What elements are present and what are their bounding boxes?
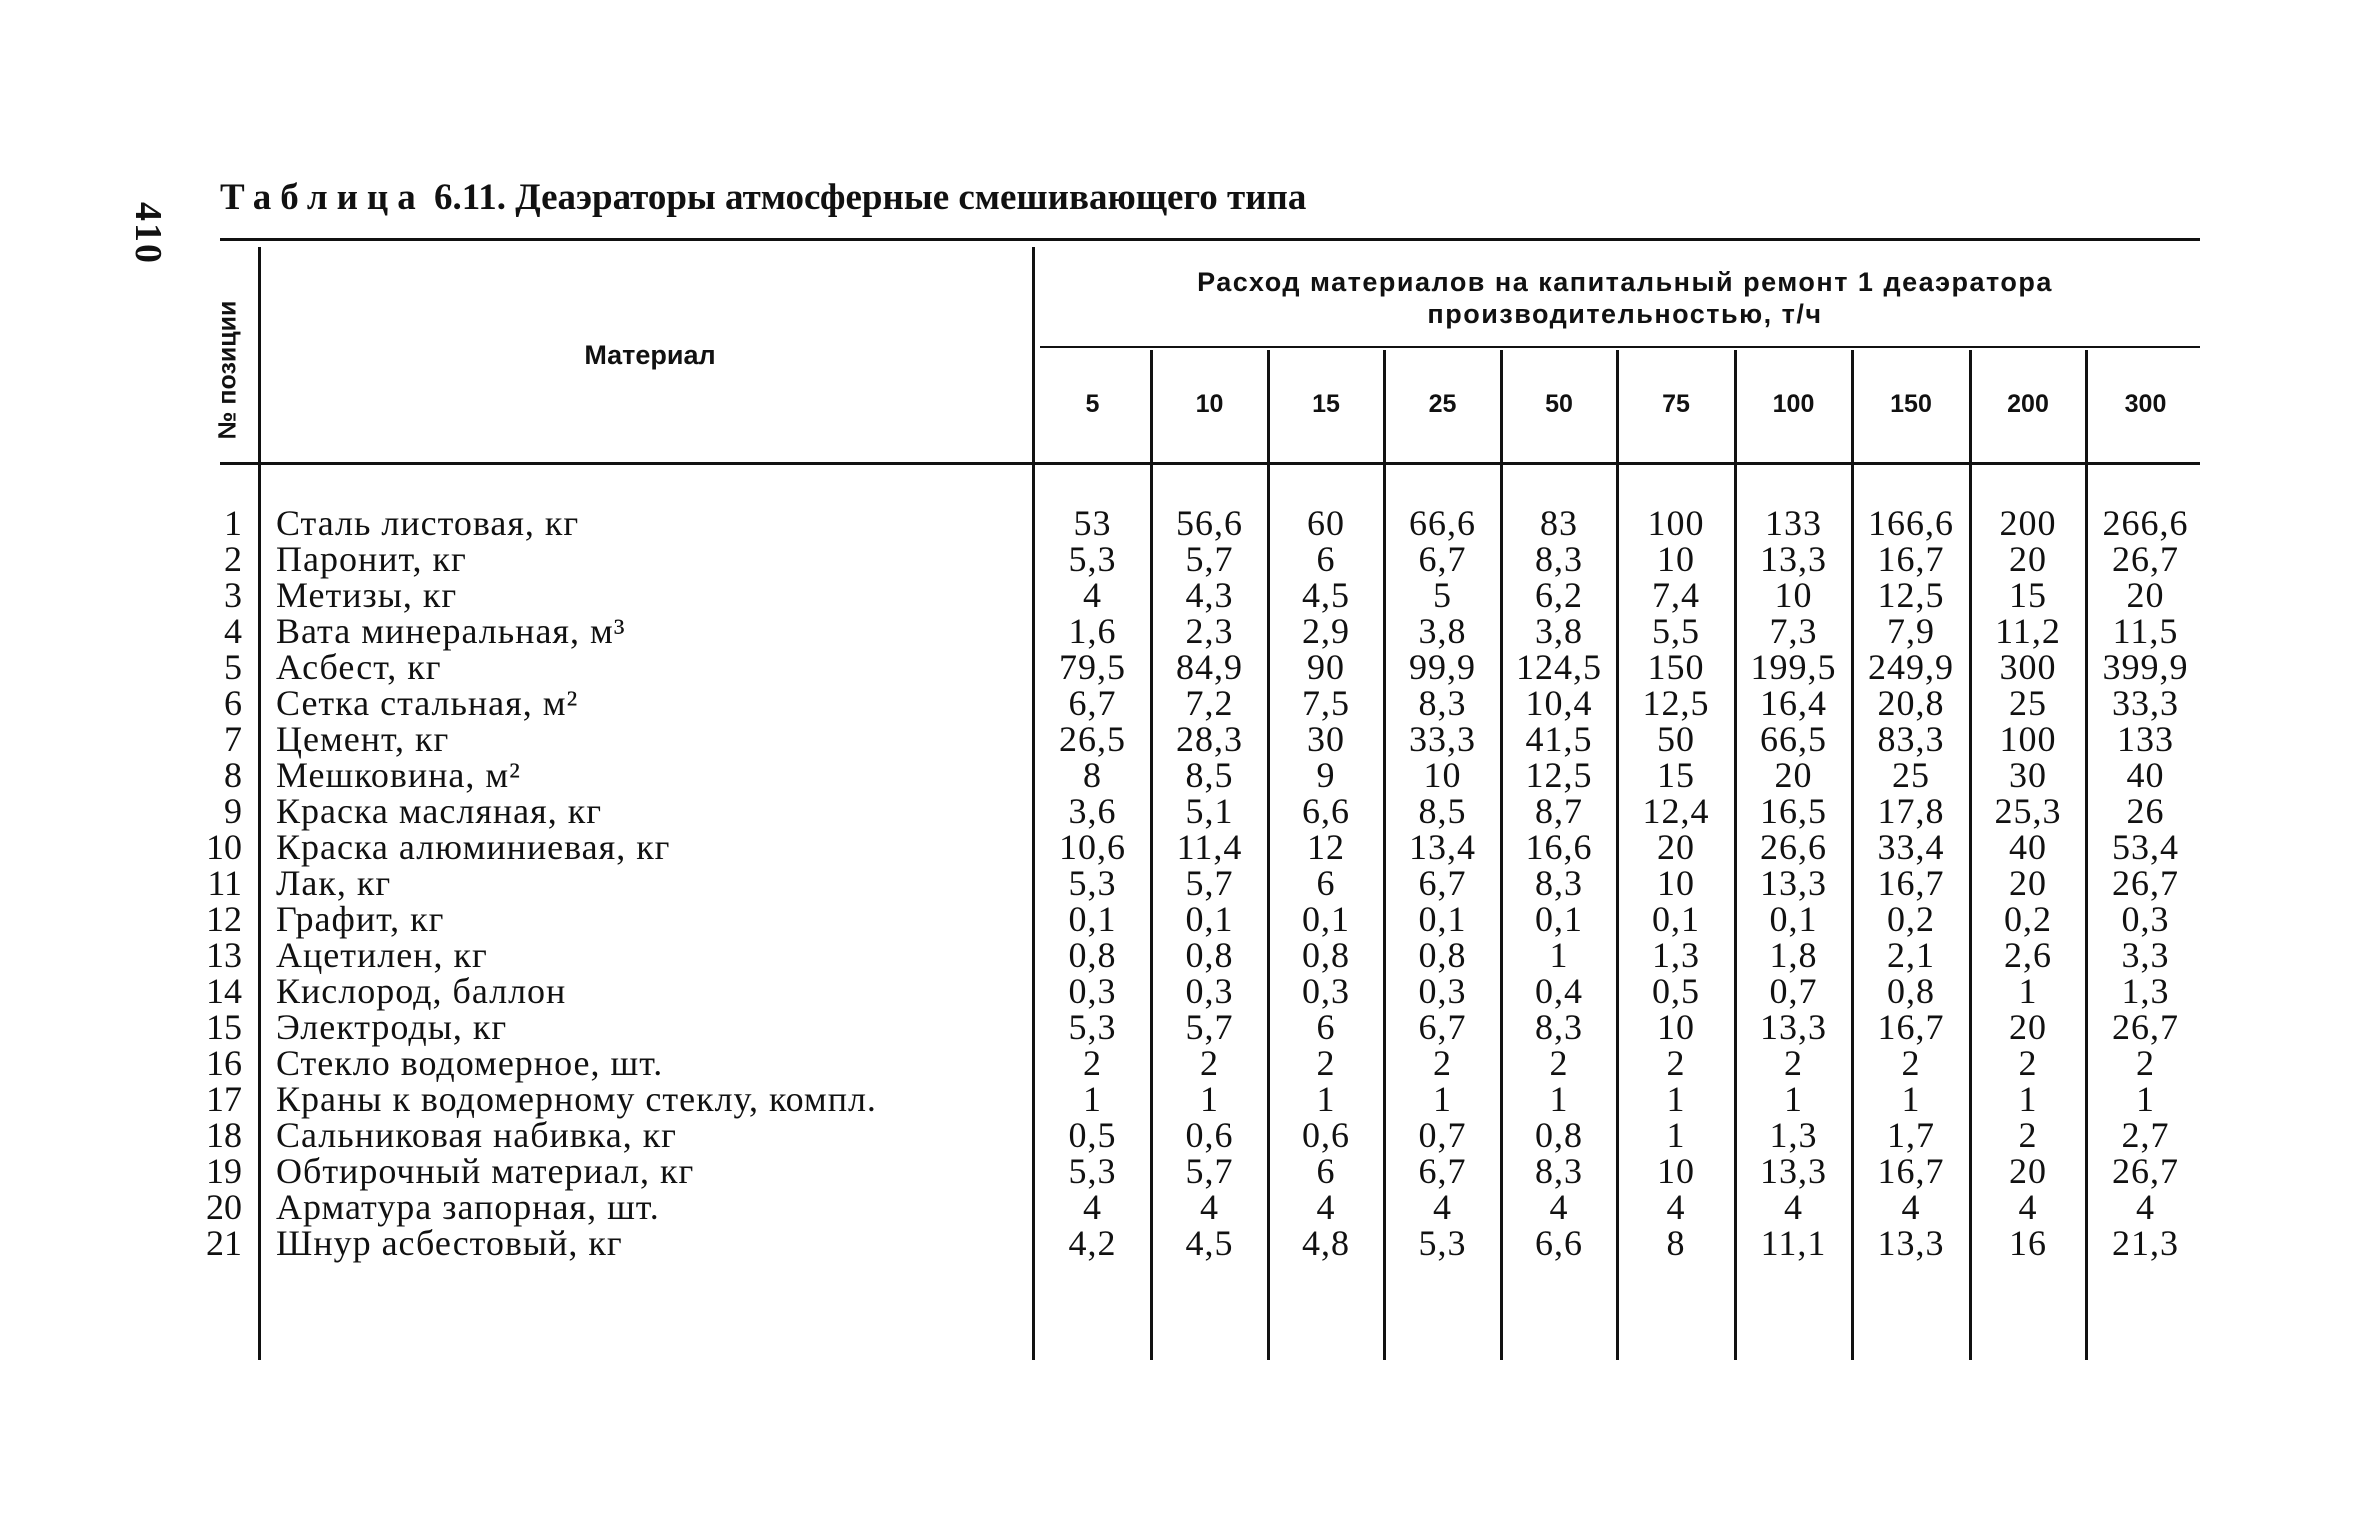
value-cell: 3,3 <box>2121 935 2170 975</box>
value-cell: 1 <box>1200 1079 1219 1119</box>
position-number: 16 <box>206 1043 242 1083</box>
value-cell: 8,3 <box>1535 863 1583 903</box>
position-number: 3 <box>224 575 242 615</box>
material-name: Сальниковая набивка, кг <box>276 1115 677 1155</box>
value-cell: 40 <box>2126 755 2165 795</box>
value-cell: 28,3 <box>1176 719 1243 759</box>
capacity-header: 10 <box>1195 390 1224 418</box>
table-row <box>0 1009 2363 1045</box>
capacity-header: 15 <box>1312 390 1340 418</box>
value-cell: 266,6 <box>2102 503 2189 543</box>
position-number: 2 <box>224 539 242 579</box>
value-cell: 66,6 <box>1409 503 1476 543</box>
value-cell: 0,5 <box>1068 1115 1117 1155</box>
value-cell: 100 <box>1647 503 1705 543</box>
value-cell: 6,6 <box>1535 1223 1583 1263</box>
value-cell: 2,7 <box>2121 1115 2170 1155</box>
value-cell: 0,6 <box>1185 1115 1234 1155</box>
capacity-header: 300 <box>2124 390 2167 418</box>
position-number: 18 <box>206 1115 242 1155</box>
value-cell: 8,3 <box>1535 1151 1583 1191</box>
value-cell: 26,7 <box>2112 1007 2179 1047</box>
material-name: Краска масляная, кг <box>276 791 602 831</box>
value-cell: 8,3 <box>1535 539 1583 579</box>
position-number: 11 <box>207 863 242 903</box>
value-cell: 2 <box>2136 1043 2155 1083</box>
value-cell: 5 <box>1433 575 1452 615</box>
value-cell: 0,3 <box>1302 971 1350 1011</box>
table-title <box>220 176 1306 219</box>
material-name: Шнур асбестовый, кг <box>276 1223 623 1263</box>
value-cell: 0,1 <box>1652 899 1700 939</box>
value-cell: 0,6 <box>1302 1115 1350 1155</box>
value-cell: 11,4 <box>1176 827 1243 867</box>
material-name: Краска алюминиевая, кг <box>276 827 671 867</box>
value-cell: 6,7 <box>1068 683 1117 723</box>
material-name: Сталь листовая, кг <box>276 503 580 543</box>
value-cell: 12,5 <box>1525 755 1593 795</box>
value-cell: 0,8 <box>1302 935 1350 975</box>
value-cell: 16,7 <box>1877 1151 1945 1191</box>
value-cell: 8,7 <box>1535 791 1583 831</box>
value-cell: 4,3 <box>1185 575 1234 615</box>
value-cell: 20 <box>1774 755 1813 795</box>
value-cell: 4 <box>1083 1187 1102 1227</box>
position-number: 9 <box>224 791 242 831</box>
value-cell: 26 <box>2126 791 2165 831</box>
value-cell: 5,5 <box>1652 611 1700 651</box>
value-cell: 10 <box>1657 1007 1695 1047</box>
material-name: Краны к водомерному стеклу, компл. <box>276 1079 877 1119</box>
value-cell: 200 <box>1999 503 2057 543</box>
value-cell: 12,5 <box>1877 575 1945 615</box>
value-cell: 8,3 <box>1418 683 1467 723</box>
value-cell: 4,5 <box>1185 1223 1234 1263</box>
value-cell: 26,5 <box>1059 719 1126 759</box>
value-cell: 0,3 <box>1068 971 1117 1011</box>
value-cell: 16,4 <box>1760 683 1827 723</box>
value-cell: 21,3 <box>2112 1223 2179 1263</box>
value-cell: 1,7 <box>1887 1115 1935 1155</box>
value-cell: 2 <box>1316 1043 1336 1083</box>
table-title-label: Таблица <box>220 177 425 218</box>
value-cell: 9 <box>1316 755 1336 795</box>
position-number: 12 <box>206 899 242 939</box>
value-cell: 26,6 <box>1760 827 1827 867</box>
position-number: 10 <box>206 827 242 867</box>
value-cell: 1 <box>1666 1079 1686 1119</box>
value-cell: 2 <box>2018 1115 2038 1155</box>
value-cell: 8 <box>1666 1223 1686 1263</box>
value-cell: 1 <box>1433 1079 1452 1119</box>
value-cell: 20,8 <box>1877 683 1945 723</box>
value-cell: 26,7 <box>2112 539 2179 579</box>
value-cell: 40 <box>2009 827 2047 867</box>
value-cell: 16,7 <box>1877 539 1945 579</box>
position-number: 6 <box>224 683 242 723</box>
value-cell: 1,3 <box>2121 971 2170 1011</box>
value-cell: 0,3 <box>1418 971 1467 1011</box>
value-cell: 133 <box>1765 503 1822 543</box>
value-cell: 4 <box>2136 1187 2155 1227</box>
capacity-header: 5 <box>1085 390 1100 418</box>
material-name: Графит, кг <box>276 899 445 939</box>
value-cell: 15 <box>2009 575 2047 615</box>
value-cell: 13,3 <box>1760 1151 1827 1191</box>
value-cell: 1 <box>1316 1079 1336 1119</box>
value-cell: 150 <box>1647 647 1705 687</box>
value-cell: 2,3 <box>1185 611 1234 651</box>
value-cell: 1 <box>2018 1079 2038 1119</box>
value-cell: 4 <box>1666 1187 1686 1227</box>
value-cell: 20 <box>2009 539 2047 579</box>
value-cell: 25,3 <box>1994 791 2062 831</box>
position-number: 4 <box>224 611 242 651</box>
value-cell: 0,7 <box>1418 1115 1467 1155</box>
material-name: Сетка стальная, м² <box>276 683 579 723</box>
value-cell: 0,1 <box>1185 899 1234 939</box>
value-cell: 399,9 <box>2102 647 2189 687</box>
value-cell: 8,5 <box>1185 755 1234 795</box>
value-cell: 166,6 <box>1868 503 1954 543</box>
position-number: 15 <box>206 1007 242 1047</box>
value-cell: 5,3 <box>1068 539 1117 579</box>
value-cell: 7,2 <box>1185 683 1234 723</box>
value-cell: 0,1 <box>1302 899 1350 939</box>
material-name: Стекло водомерное, шт. <box>276 1043 664 1083</box>
position-number: 5 <box>224 647 242 687</box>
value-cell: 4,8 <box>1302 1223 1350 1263</box>
value-cell: 0,8 <box>1185 935 1234 975</box>
value-cell: 10,6 <box>1059 827 1126 867</box>
table-row <box>0 721 2363 757</box>
value-cell: 1 <box>1784 1079 1803 1119</box>
value-cell: 5,7 <box>1185 539 1234 579</box>
value-cell: 1,6 <box>1068 611 1117 651</box>
value-cell: 5,7 <box>1185 863 1234 903</box>
value-cell: 16,6 <box>1525 827 1593 867</box>
value-cell: 0,5 <box>1652 971 1700 1011</box>
value-cell: 6,7 <box>1418 539 1467 579</box>
table-top-rule <box>220 238 2200 241</box>
value-cell: 6 <box>1316 539 1336 579</box>
value-cell: 10 <box>1774 575 1813 615</box>
value-cell: 6 <box>1316 863 1336 903</box>
value-cell: 2 <box>1901 1043 1921 1083</box>
value-cell: 2,1 <box>1887 935 1935 975</box>
value-cell: 4 <box>1083 575 1102 615</box>
value-cell: 20 <box>1657 827 1695 867</box>
value-cell: 2 <box>2018 1043 2038 1083</box>
value-cell: 33,4 <box>1877 827 1945 867</box>
value-cell: 10 <box>1423 755 1462 795</box>
value-cell: 11,2 <box>1995 611 2061 651</box>
value-cell: 0,1 <box>1769 899 1818 939</box>
value-cell: 6,7 <box>1418 1007 1467 1047</box>
value-cell: 33,3 <box>2112 683 2179 723</box>
value-cell: 10 <box>1657 539 1695 579</box>
value-cell: 15 <box>1657 755 1695 795</box>
value-cell: 1 <box>1666 1115 1686 1155</box>
value-cell: 249,9 <box>1868 647 1954 687</box>
value-cell: 84,9 <box>1176 647 1243 687</box>
value-cell: 1 <box>2018 971 2038 1011</box>
value-cell: 4,2 <box>1068 1223 1117 1263</box>
capacity-header: 50 <box>1545 390 1573 418</box>
value-cell: 6,6 <box>1302 791 1350 831</box>
value-cell: 4 <box>1200 1187 1219 1227</box>
position-number: 7 <box>224 719 242 759</box>
value-cell: 53 <box>1073 503 1112 543</box>
value-cell: 2 <box>1666 1043 1686 1083</box>
value-cell: 7,5 <box>1302 683 1350 723</box>
capacity-header: 200 <box>2007 390 2049 418</box>
value-cell: 5,7 <box>1185 1007 1234 1047</box>
value-cell: 90 <box>1307 647 1345 687</box>
value-cell: 13,3 <box>1760 539 1827 579</box>
capacity-header: 25 <box>1428 390 1457 418</box>
position-column-header: № позиции <box>213 300 242 440</box>
value-cell: 25 <box>1892 755 1930 795</box>
value-cell: 1 <box>1549 1079 1569 1119</box>
position-number: 17 <box>206 1079 242 1119</box>
material-column-header: Материал <box>584 340 716 370</box>
material-name: Цемент, кг <box>276 719 450 759</box>
value-cell: 133 <box>2117 719 2174 759</box>
value-cell: 3,8 <box>1535 611 1583 651</box>
value-cell: 1 <box>1549 935 1569 975</box>
value-cell: 6,7 <box>1418 1151 1467 1191</box>
table-row <box>0 1117 2363 1153</box>
table-row <box>0 577 2363 613</box>
value-cell: 56,6 <box>1176 503 1243 543</box>
value-cell: 0,1 <box>1068 899 1117 939</box>
value-cell: 11,5 <box>2112 611 2179 651</box>
table-row <box>0 1081 2363 1117</box>
value-cell: 2,9 <box>1302 611 1350 651</box>
value-cell: 0,1 <box>1535 899 1583 939</box>
value-cell: 0,8 <box>1068 935 1117 975</box>
value-cell: 33,3 <box>1409 719 1476 759</box>
value-cell: 0,3 <box>1185 971 1234 1011</box>
value-cell: 20 <box>2009 1007 2047 1047</box>
value-cell: 100 <box>1999 719 2057 759</box>
value-cell: 50 <box>1657 719 1695 759</box>
table-row <box>0 901 2363 937</box>
table-row <box>0 1225 2363 1261</box>
value-cell: 300 <box>1999 647 2057 687</box>
value-cell: 16,7 <box>1877 1007 1945 1047</box>
value-cell: 1,8 <box>1769 935 1818 975</box>
position-number: 20 <box>206 1187 242 1227</box>
value-cell: 6,2 <box>1535 575 1583 615</box>
value-cell: 99,9 <box>1409 647 1476 687</box>
value-cell: 2 <box>1549 1043 1569 1083</box>
table-row <box>0 613 2363 649</box>
value-cell: 4 <box>1433 1187 1452 1227</box>
value-cell: 7,9 <box>1887 611 1935 651</box>
position-number: 21 <box>206 1223 242 1263</box>
value-cell: 0,1 <box>1418 899 1467 939</box>
value-cell: 5,3 <box>1418 1223 1467 1263</box>
value-cell: 5,1 <box>1185 791 1234 831</box>
position-number: 14 <box>206 971 242 1011</box>
value-cell: 4 <box>1316 1187 1336 1227</box>
position-number: 13 <box>206 935 242 975</box>
value-cell: 8,5 <box>1418 791 1467 831</box>
value-cell: 0,8 <box>1535 1115 1583 1155</box>
value-cell: 53,4 <box>2112 827 2179 867</box>
value-cell: 26,7 <box>2112 1151 2179 1191</box>
table-row <box>0 1189 2363 1225</box>
value-cell: 16,7 <box>1877 863 1945 903</box>
material-name: Мешковина, м² <box>276 755 521 795</box>
value-cell: 6 <box>1316 1151 1336 1191</box>
value-cell: 83 <box>1540 503 1578 543</box>
value-cell: 6,7 <box>1418 863 1467 903</box>
value-cell: 1 <box>1083 1079 1102 1119</box>
value-cell: 0,7 <box>1769 971 1818 1011</box>
value-cell: 8 <box>1083 755 1102 795</box>
value-cell: 13,3 <box>1760 863 1827 903</box>
material-name: Обтирочный материал, кг <box>276 1151 695 1191</box>
table-row <box>0 541 2363 577</box>
table-row <box>0 973 2363 1009</box>
value-cell: 2 <box>1433 1043 1452 1083</box>
value-cell: 4,5 <box>1302 575 1350 615</box>
value-cell: 0,4 <box>1535 971 1583 1011</box>
value-cell: 2 <box>1200 1043 1219 1083</box>
value-cell: 41,5 <box>1525 719 1593 759</box>
value-cell: 11,1 <box>1760 1223 1827 1263</box>
material-name: Арматура запорная, шт. <box>276 1187 660 1227</box>
value-cell: 4 <box>1549 1187 1569 1227</box>
material-name: Паронит, кг <box>276 539 467 579</box>
value-cell: 199,5 <box>1750 647 1837 687</box>
value-cell: 16 <box>2009 1223 2047 1263</box>
value-cell: 10,4 <box>1525 683 1593 723</box>
table-row <box>0 1153 2363 1189</box>
value-cell: 7,4 <box>1652 575 1700 615</box>
value-cell: 12,4 <box>1642 791 1710 831</box>
value-cell: 124,5 <box>1516 647 1602 687</box>
value-cell: 13,3 <box>1877 1223 1945 1263</box>
consumption-group-header: Расход материалов на капитальный ремонт 1 деаэратора производительностью, т/ч <box>1197 267 2053 329</box>
value-cell: 26,7 <box>2112 863 2179 903</box>
value-cell: 16,5 <box>1760 791 1827 831</box>
position-number: 8 <box>224 755 242 795</box>
value-cell: 2 <box>1784 1043 1803 1083</box>
value-cell: 5,3 <box>1068 1151 1117 1191</box>
value-cell: 25 <box>2009 683 2047 723</box>
value-cell: 79,5 <box>1059 647 1126 687</box>
value-cell: 0,8 <box>1887 971 1935 1011</box>
group-header-rule <box>1040 346 2200 348</box>
table-row <box>0 1045 2363 1081</box>
value-cell: 5,3 <box>1068 1007 1117 1047</box>
material-name: Асбест, кг <box>276 647 442 687</box>
table-row <box>0 757 2363 793</box>
table-row <box>0 829 2363 865</box>
page-number: 410 <box>127 202 169 265</box>
value-cell: 1 <box>1901 1079 1921 1119</box>
value-cell: 20 <box>2009 863 2047 903</box>
table-row <box>0 685 2363 721</box>
value-cell: 83,3 <box>1877 719 1945 759</box>
value-cell: 17,8 <box>1877 791 1945 831</box>
value-cell: 13,4 <box>1409 827 1476 867</box>
value-cell: 60 <box>1307 503 1345 543</box>
value-cell: 0,2 <box>1887 899 1935 939</box>
material-name: Лак, кг <box>276 863 392 903</box>
header-bottom-rule <box>220 462 2200 465</box>
material-name: Кислород, баллон <box>276 971 567 1011</box>
value-cell: 8,3 <box>1535 1007 1583 1047</box>
value-cell: 12 <box>1307 827 1345 867</box>
value-cell: 3,6 <box>1068 791 1117 831</box>
value-cell: 1,3 <box>1652 935 1700 975</box>
value-cell: 0,2 <box>2004 899 2052 939</box>
material-name: Электроды, кг <box>276 1007 508 1047</box>
value-cell: 1,3 <box>1769 1115 1818 1155</box>
position-number: 19 <box>206 1151 242 1191</box>
value-cell: 30 <box>1307 719 1345 759</box>
capacity-header: 100 <box>1772 390 1815 418</box>
table-title-text: 6.11. Деаэраторы атмосферные смешивающего типа <box>433 177 1307 218</box>
table-row <box>0 505 2363 541</box>
value-cell: 10 <box>1657 863 1695 903</box>
value-cell: 30 <box>2009 755 2047 795</box>
capacity-header: 75 <box>1662 390 1690 418</box>
table-row <box>0 865 2363 901</box>
material-name: Ацетилен, кг <box>276 935 488 975</box>
value-cell: 2 <box>1083 1043 1102 1083</box>
capacity-header: 150 <box>1890 390 1932 418</box>
table-row <box>0 649 2363 685</box>
value-cell: 5,3 <box>1068 863 1117 903</box>
value-cell: 7,3 <box>1769 611 1818 651</box>
value-cell: 6 <box>1316 1007 1336 1047</box>
value-cell: 4 <box>2018 1187 2038 1227</box>
material-name: Вата минеральная, м³ <box>276 611 626 651</box>
value-cell: 1 <box>2136 1079 2155 1119</box>
value-cell: 12,5 <box>1642 683 1710 723</box>
position-number: 1 <box>224 503 242 543</box>
table-row <box>0 793 2363 829</box>
value-cell: 20 <box>2126 575 2165 615</box>
value-cell: 0,8 <box>1418 935 1467 975</box>
value-cell: 2,6 <box>2004 935 2052 975</box>
value-cell: 10 <box>1657 1151 1695 1191</box>
value-cell: 3,8 <box>1418 611 1467 651</box>
material-name: Метизы, кг <box>276 575 458 615</box>
value-cell: 4 <box>1901 1187 1921 1227</box>
value-cell: 0,3 <box>2121 899 2170 939</box>
table-row <box>0 937 2363 973</box>
value-cell: 20 <box>2009 1151 2047 1191</box>
value-cell: 66,5 <box>1760 719 1827 759</box>
value-cell: 4 <box>1784 1187 1803 1227</box>
value-cell: 13,3 <box>1760 1007 1827 1047</box>
value-cell: 5,7 <box>1185 1151 1234 1191</box>
